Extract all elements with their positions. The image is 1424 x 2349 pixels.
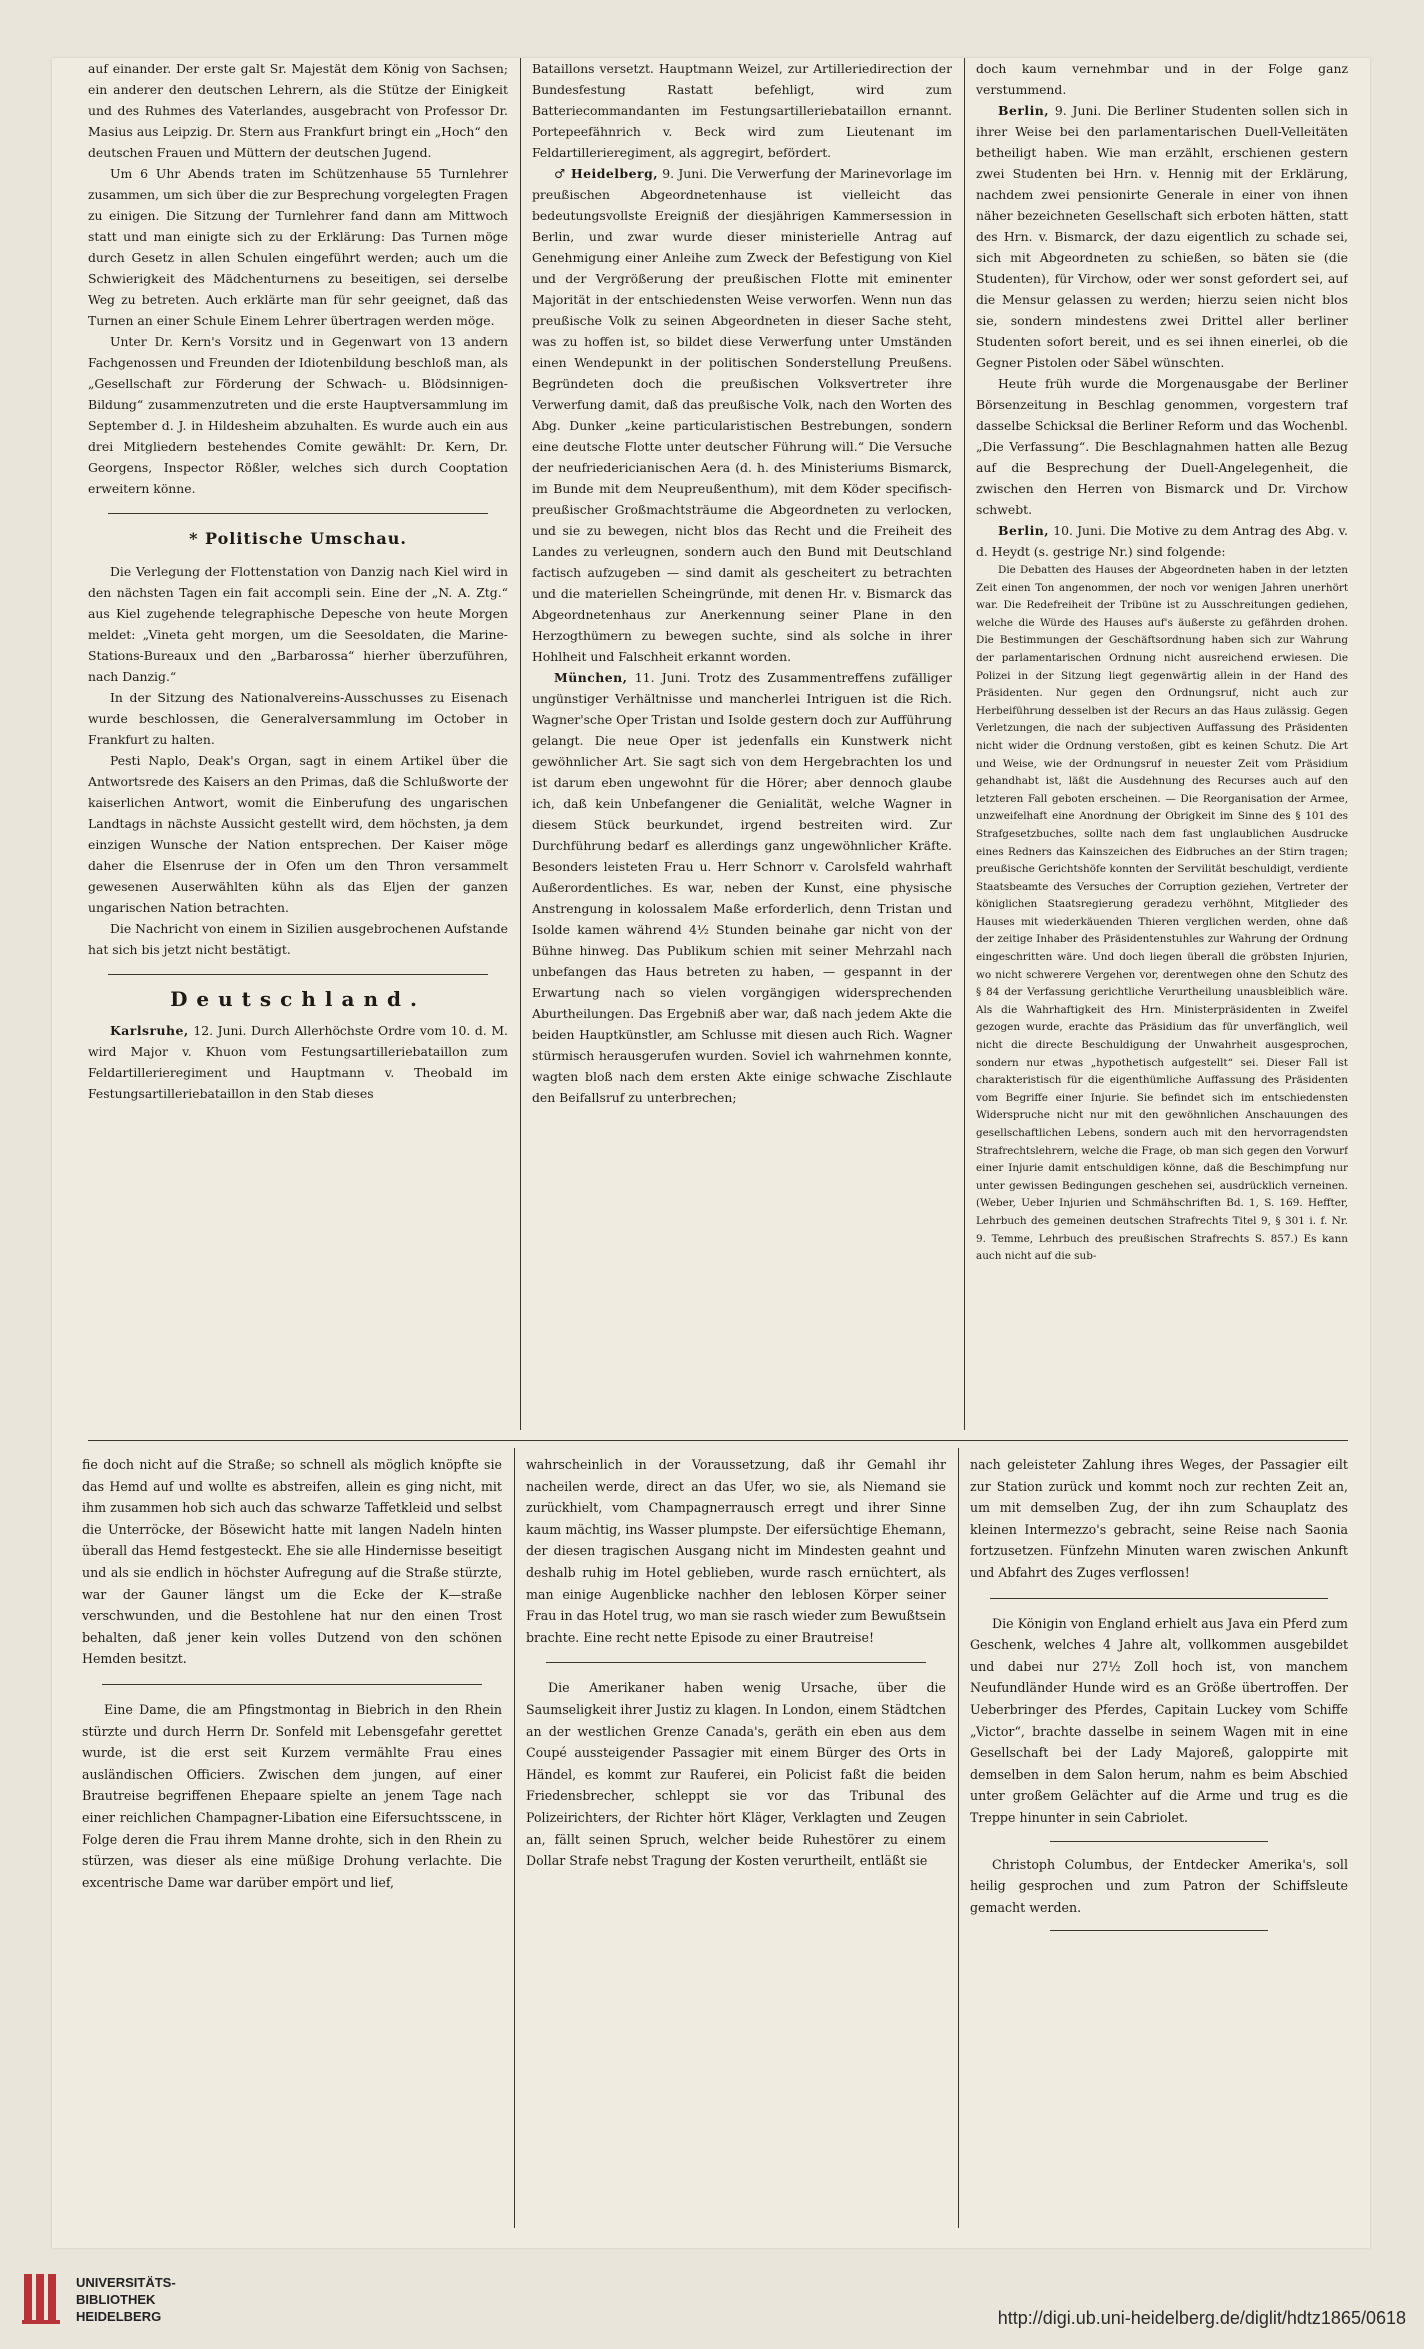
lower-column-1 [82, 1454, 502, 2234]
page-section-rule [88, 1440, 1348, 1441]
paragraph: 9. Juni. Die Verwerfung der Marinevorlage im preußischen Abgeordnetenhause ist vielleicht das bedeutungsvollste Ereigniß der diesjährigen Kammersession in Berlin, und zwar wurde dieser ministerielle Antrag auf Genehmigung einer Anleihe zum Zweck der Befestigung von Kiel und der Vergrößerung der preußischen Flotte mit eminenter Majorität in der entschiedensten Weise verworfen. Wenn nun das preußische Volk zu seinen Abgeordneten in dieser Sache steht, was zu hoffen ist, so bildet diese Verwerfung unter Umständen einen Wendepunkt in der politischen Sonderstellung Preußens. Begründeten doch die preußischen Volksvertreter ihre Verwerfung damit, daß das preußische Volk, nach den Worten des Abg. Dunker „keine particularistischen Bestrebungen, sondern eine deutsche Flotte unter deutscher Führung will.“ Die Versuche der neufriedericianischen Aera (d. h. des Ministeriums Bismarck, im Bunde mit dem Neupreußenthum), mit dem Köder specifisch-preußischer Großmachtsträume die Abgeordneten zu verlocken, und sie zu bewegen, nicht blos das Recht und die Freiheit des Landes zu verleugnen, sondern auch den Bund mit Deutschland factisch aufzugeben — sind damit als gescheitert zu betrachten und die materiellen Scheingründe, mit denen Hr. v. Bismarck das Abgeordnetenhaus zur Anerkennung seiner Plane in den Herzogthümern zu bewegen suchte, sind als solche in ihrer Hohlheit und Falschheit erkannt worden. [532, 166, 952, 664]
paragraph: 10. Juni. Die Motive zu dem Antrag des Abg. v. d. Heydt (s. gestrige Nr.) sind folgende: [976, 523, 1348, 559]
paragraph: doch kaum vernehmbar und in der Folge ganz verstummend. [976, 61, 1348, 97]
column-rule [958, 1448, 959, 2228]
dateline-city: Karlsruhe, [110, 1023, 189, 1038]
paragraph: Bataillons versetzt. Hauptmann Weizel, zur Artilleriedirection der Bundesfestung Rastatt befehligt, wird zum Batteriecommandanten im Festungsartilleriebataillon ernannt. Portepeefähnrich v. Beck wird zum Lieutenant im Feldartillerieregiment, als aggregirt, befördert. [532, 61, 952, 160]
library-name: UNIVERSITÄTS- BIBLIOTHEK HEIDELBERG [76, 2275, 176, 2324]
source-url[interactable]: http://digi.ub.uni-heidelberg.de/diglit/hdtz1865/0618 [997, 2308, 1406, 2328]
paragraph: wahrscheinlich in der Voraussetzung, daß ihr Gemahl ihr nacheilen werde, direct an das Ufer, wo sie, als Niemand sie zurückhielt, vom Champagnerrausch erregt und ihrer Sinne kaum mächtig, ins Wasser plumpste. Der eifersüchtige Ehemann, der diesen tragischen Ausgang nicht im Mindesten geahnt und deshalb ruhig im Hotel geblieben, wurde rasch ernüchtert, als man einige Augenblicke nachher den leblosen Körper seiner Frau in das Hotel trug, wo man sie rasch wieder zum Bewußtsein brachte. Eine recht nette Episode zu einer Brautreise! [526, 1457, 946, 1645]
paragraph: Die Amerikaner haben wenig Ursache, über die Saumseligkeit ihrer Justiz zu klagen. In London, einem Städtchen an der westlichen Grenze Canada's, geräth ein eben aus dem Coupé aussteigender Passagier mit einem Bürger des Orts in Händel, es kommt zur Rauferei, ein Policist faßt die beiden Friedensbrecher, schleppt sie vor das Tribunal des Polizeirichters, der Richter hört Kläger, Verklagten und Zeugen an, fällt seinen Spruch, welcher beide Ruhestörer zu einem Dollar Strafe nebst Tragung der Kosten verurtheilt, entläßt sie [526, 1680, 946, 1869]
divider [108, 974, 488, 975]
paragraph: Unter Dr. Kern's Vorsitz und in Gegenwart von 13 andern Fachgenossen und Freunden der Idiotenbildung beschloß man, als „Gesellschaft zur Förderung der Schwach- u. Blödsinnigen-Bildung“ zusammenzutreten und die erste Hauptversammlung im September d. J. in Hildesheim abzuhalten. Es wurde auch ein aus drei Mitgliedern bestehendes Comite gewählt: Dr. Kern, Dr. Georgens, Inspector Rößler, welches sich durch Cooptation erweitern könne. [88, 334, 508, 496]
lower-column-3 [970, 1454, 1348, 2234]
dateline-city: München, [554, 670, 628, 685]
upper-column-1 [88, 58, 508, 1428]
library-logo [18, 2268, 218, 2338]
upper-column-3 [976, 58, 1348, 1428]
paragraph: 12. Juni. Durch Allerhöchste Ordre vom 10. d. M. wird Major v. Khuon vom Festungsartilleriebataillon zum Feldartillerieregiment und Hauptmann v. Theobald im Festungsartilleriebataillon in den Stab dieses [88, 1023, 508, 1101]
upper-column-2 [532, 58, 952, 1428]
paragraph: fie doch nicht auf die Straße; so schnell als möglich knöpfte sie das Hemd auf und wollte es abstreifen, allein es ging nicht, mit ihm zusammen hob sich auch das schwarze Taffetkleid und selbst die Unterröcke, der Bösewicht hatte mit langen Nadeln hinten überall das Hemd festgesteckt. Ehe sie alle Hindernisse beseitigt und als sie endlich in höchster Aufregung auf die Straße stürzte, war der Gauner längst um die Ecke der K—straße verschwunden, und die Bestohlene hat nur den einen Trost behalten, daß jener kein volles Dutzend von den schönen Hemden besitzt. [82, 1457, 502, 1667]
divider [990, 1598, 1328, 1599]
library-crest-icon [18, 2268, 68, 2328]
paragraph: Die Königin von England erhielt aus Java ein Pferd zum Geschenk, welches 4 Jahre alt, vollkommen ausgebildet und dabei nur 27½ Zoll hoch ist, von manchem Neufundländer Hunde wird es an Größe übertroffen. Der Ueberbringer des Pferdes, Capitain Luckey vom Schiffe „Victor“, brachte dasselbe in seinem Wagen mit in eine Gesellschaft bei der Lady Majoreß, galoppirte mit demselben in dem Salon herum, nahm es beim Abschied unter großem Gelächter auf die Arme und trug es die Treppe hinunter in sein Cabriolet. [970, 1615, 1348, 1825]
dateline-city: Berlin, [998, 103, 1050, 118]
paragraph: Um 6 Uhr Abends traten im Schützenhause 55 Turnlehrer zusammen, um sich über die zur Besprechung vorgelegten Fragen zu einigen. Die Sitzung der Turnlehrer fand dann am Mittwoch statt und man einigte sich zu der Erklärung: Das Turnen möge durch Gesetz in allen Schulen eingeführt werden; auch um die Schwierigkeit des Mädchenturnens zu beseitigen, sei derselbe Weg zu betreten. Auch erklärte man für sehr geeignet, daß das Turnen an einer Schule Einem Lehrer übertragen werden möge. [88, 166, 508, 328]
paragraph: 9. Juni. Die Berliner Studenten sollen sich in ihrer Weise bei den parlamentarischen Duell-Velleitäten betheiligt haben. Wie man erzählt, erschienen gestern zwei Studenten bei Hrn. v. Hennig mit der Erklärung, nachdem zwei pensionirte Generale in einer von ihnen näher bezeichneten Gesellschaft sich erboten hätten, statt des Hrn. v. Bismarck, der dazu eigentlich zu schade sei, sich mit Abgeordneten zu schießen, so bäten sie (die Studenten), für Virchow, oder wer sonst gefordert sei, auf die Mensur gelassen zu werden; hierzu seien nicht blos sie, sondern mindestens zwei Drittel aller berliner Studenten sofort bereit, und es sei ihnen einerlei, ob die Gegner Pistolen oder Säbel wünschten. [976, 103, 1348, 370]
paragraph: Heute früh wurde die Morgenausgabe der Berliner Börsenzeitung in Beschlag genommen, vorgestern traf dasselbe Schicksal die Berliner Reform und das Wochenbl. „Die Verfassung“. Die Beschlagnahmen hatten alle Bezug auf die Besprechung der Duell-Angelegenheit, die zwischen den Herren von Bismarck und Dr. Virchow schwebt. [976, 376, 1348, 517]
dateline-city: Berlin, [998, 523, 1050, 538]
paragraph: Die Verlegung der Flottenstation von Danzig nach Kiel wird in den nächsten Tagen ein fait accompli sein. Eine der „N. A. Ztg.“ aus Kiel zugehende telegraphische Depesche von heute Morgen meldet: „Vineta geht morgen, um die Seesoldaten, die Marine-Stations-Bureaux und den „Barbarossa“ hierher überzuführen, nach Danzig.“ [88, 564, 508, 684]
divider [1050, 1930, 1268, 1931]
divider [546, 1662, 926, 1663]
column-rule [964, 58, 965, 1430]
paragraph: Eine Dame, die am Pfingstmontag in Biebrich in den Rhein stürzte und durch Herrn Dr. Sonfeld mit Lebensgefahr gerettet wurde, ist die erst seit Kurzem vermählte Frau eines ausländischen Officiers. Zwischen dem jungen, auf einer Brautreise begriffenen Ehepaare spielte an jenem Tage nach einer reichlichen Champagner-Libation eine Eifersuchtsscene, in Folge deren die Frau ihrem Manne drohte, sich in den Rhein zu stürzen, was dieser als eine müßige Drohung verlachte. Die excentrische Dame war darüber empört und lief, [82, 1701, 502, 1890]
quoted-motive-text: Die Debatten des Hauses der Abgeordneten haben in der letzten Zeit einen Ton angenommen, der noch vor wenigen Jahren unerhört war. Die Redefreiheit der Tribüne ist zu Ausschreitungen gediehen, welche die Würde des Hauses auf's äußerste zu gefährden drohen. Die Bestimmungen der Geschäftsordnung haben sich zur Wahrung der parlamentarischen Ordnung nicht ausreichend erwiesen. Die Polizei in der Sitzung liegt gegenwärtig allein in der Hand des Präsidenten. Nur gegen den Ordnungsruf, nicht auch zur Herbeiführung desselben ist der Recurs an das Haus zulässig. Gegen Verletzungen, die nach der subjectiven Auffassung des Präsidenten nicht wider die Ordnung verstoßen, gibt es keinen Schutz. Die Art und Weise, wie der Ordnungsruf in neuester Zeit vom Präsidium gehandhabt ist, läßt die Ausdehnung des Recurses auch auf den letzteren Fall geboten erscheinen. — Die Reorganisation der Armee, unzweifelhaft eine Anordnung der Obrigkeit im Sinne des § 101 des Strafgesetzbuches, sollte nach dem fast unglaublichen Ausdrucke eines Redners das Kainszeichen des Eidbruches an der Stirn tragen; preußische Gerichtshöfe konnten der Servilität beschuldigt, verdiente Staatsbeamte des Versuches der Corruption geziehen, Vertreter der königlichen Staatsregierung geradezu verhöhnt, Mitglieder des Hauses mit wiederkäuenden Thieren verglichen werden, ohne daß der zeitige Inhaber des Präsidentenstuhles zur Wahrung der Ordnung eingeschritten wäre. Und doch liegen überall die gröbsten Injurien, wo nicht schwerere Vergehen vor, derentwegen ohne den Schutz des § 84 der Verfassung gerichtliche Verurtheilung unausbleiblich wäre. Als die Wahrhaftigkeit des Hrn. Ministerpräsidenten in Zweifel gezogen wurde, erachte das Präsidium das für unverfänglich, weil nicht die directe Beschuldigung der Unwahrheit ausgesprochen, sondern nur etwas „hypothetisch aufgestellt“ sei. Dieser Fall ist charakteristisch für die eigenthümliche Auffassung des Präsidenten vom Begriffe einer Injurie. Sie befindet sich im entschiedensten Widerspruche nicht nur mit den gewöhnlichen Anschauungen des gesellschaftlichen Lebens, sondern auch mit den hervorragendsten Strafrechtslehrern, welche die Frage, ob man sich gegen den Vorwurf einer Injurie damit entschuldigen könne, daß die Beschimpfung nur unter gewissen Bedingungen geschehen sei, ausdrücklich verneinen. (Weber, Ueber Injurien und Schmähschriften Bd. 1, S. 169. Heffter, Lehrbuch des gemeinen deutschen Strafrechts Titel 9, § 301 i. f. Nr. 9. Temme, Lehrbuch des preußischen Strafrechts S. 857.) Es kann auch nicht auf die sub- [976, 564, 1348, 1263]
column-rule [514, 1448, 515, 2228]
paragraph: Christoph Columbus, der Entdecker Amerika's, soll heilig gesprochen und zum Patron der Schiffsleute gemacht werden. [970, 1856, 1348, 1915]
paragraph: 11. Juni. Trotz des Zusammentreffens zufälliger ungünstiger Verhältnisse und mancherlei Intriguen ist die Rich. Wagner'sche Oper Tristan und Isolde gestern doch zur Aufführung gelangt. Die neue Oper ist jedenfalls ein Kunstwerk nicht gewöhnlicher Art. Sie sagt sich von dem Hergebrachten los und ist darum eben ungewohnt für die Hörer; aber dennoch glaube ich, daß kein Unbefangener die Genialität, welche Wagner in diesem Stück beurkundet, irgend bestreiten wird. Zur Durchführung bedarf es allerdings ganz ungewöhnlicher Kräfte. Besonders leisteten Frau u. Herr Schnorr v. Carolsfeld wahrhaft Außerordentliches. Es war, neben der Kunst, eine physische Anstrengung in kolossalem Maße erforderlich, denn Tristan und Isolde kamen während 4½ Stunden beinahe gar nicht von der Bühne hinweg. Das Publikum schien mit seiner Mehrzahl nach unbefangen das Haus betreten zu haben, — gespannt in der Erwartung nach so vielen vorgängigen widersprechenden Aburtheilungen. Das Ergebniß aber war, daß nach jedem Akte die beiden Hauptkünstler, am Schlusse mit diesen auch Rich. Wagner stürmisch herausgerufen wurden. Soviel ich wahrnehmen konnte, wagten bloß nach dem ersten Akte einige schwache Zischlaute den Beifallsruf zu unterbrechen; [532, 670, 952, 1105]
dateline-city: ♂ Heidelberg, [554, 166, 659, 181]
divider [102, 1684, 482, 1685]
newspaper-page [52, 58, 1370, 2248]
paragraph: Die Nachricht von einem in Sizilien ausgebrochenen Aufstande hat sich bis jetzt nicht bestätigt. [88, 921, 508, 957]
paragraph: nach geleisteter Zahlung ihres Weges, der Passagier eilt zur Station zurück und kommt noch zur rechten Zeit an, um mit demselben Zug, der ihn zum Schauplatz des kleinen Intermezzo's gebracht, seine Reise nach Saonia fortzusetzen. Fünfzehn Minuten waren zwischen Ankunft und Abfahrt des Zuges verflossen! [970, 1457, 1348, 1580]
paragraph: Pesti Naplo, Deak's Organ, sagt in einem Artikel über die Antwortsrede des Kaisers an den Primas, daß die Schlußworte der kaiserlichen Antwort, womit die Einberufung des ungarischen Landtags in nächste Aussicht gestellt wird, dem höchsten, ja dem einzigen Wunsche der Nation entsprechen. Der Kaiser möge daher die Elsenruse der in Ofen um den Thron versammelt gewesenen Auserwählten kühn als das Eljen der ganzen ungarischen Nation betrachten. [88, 753, 508, 915]
section-heading-germany: Deutschland. [170, 987, 426, 1011]
lower-column-2 [526, 1454, 946, 2234]
section-heading-politics: * Politische Umschau. [189, 529, 407, 548]
divider [1050, 1841, 1268, 1842]
paragraph: auf einander. Der erste galt Sr. Majestät dem König von Sachsen; ein anderer den deutschen Lehrern, als die Stütze der Einigkeit und des Ruhmes des Vaterlandes, ausgebracht von Professor Dr. Masius aus Leipzig. Dr. Stern aus Frankfurt bringt ein „Hoch“ den deutschen Frauen und Müttern der deutschen Jugend. [88, 61, 508, 160]
digitization-footer [0, 2260, 1424, 2349]
divider [108, 513, 488, 514]
paragraph: In der Sitzung des Nationalvereins-Ausschusses zu Eisenach wurde beschlossen, die Generalversammlung im October in Frankfurt zu halten. [88, 690, 508, 747]
column-rule [520, 58, 521, 1430]
